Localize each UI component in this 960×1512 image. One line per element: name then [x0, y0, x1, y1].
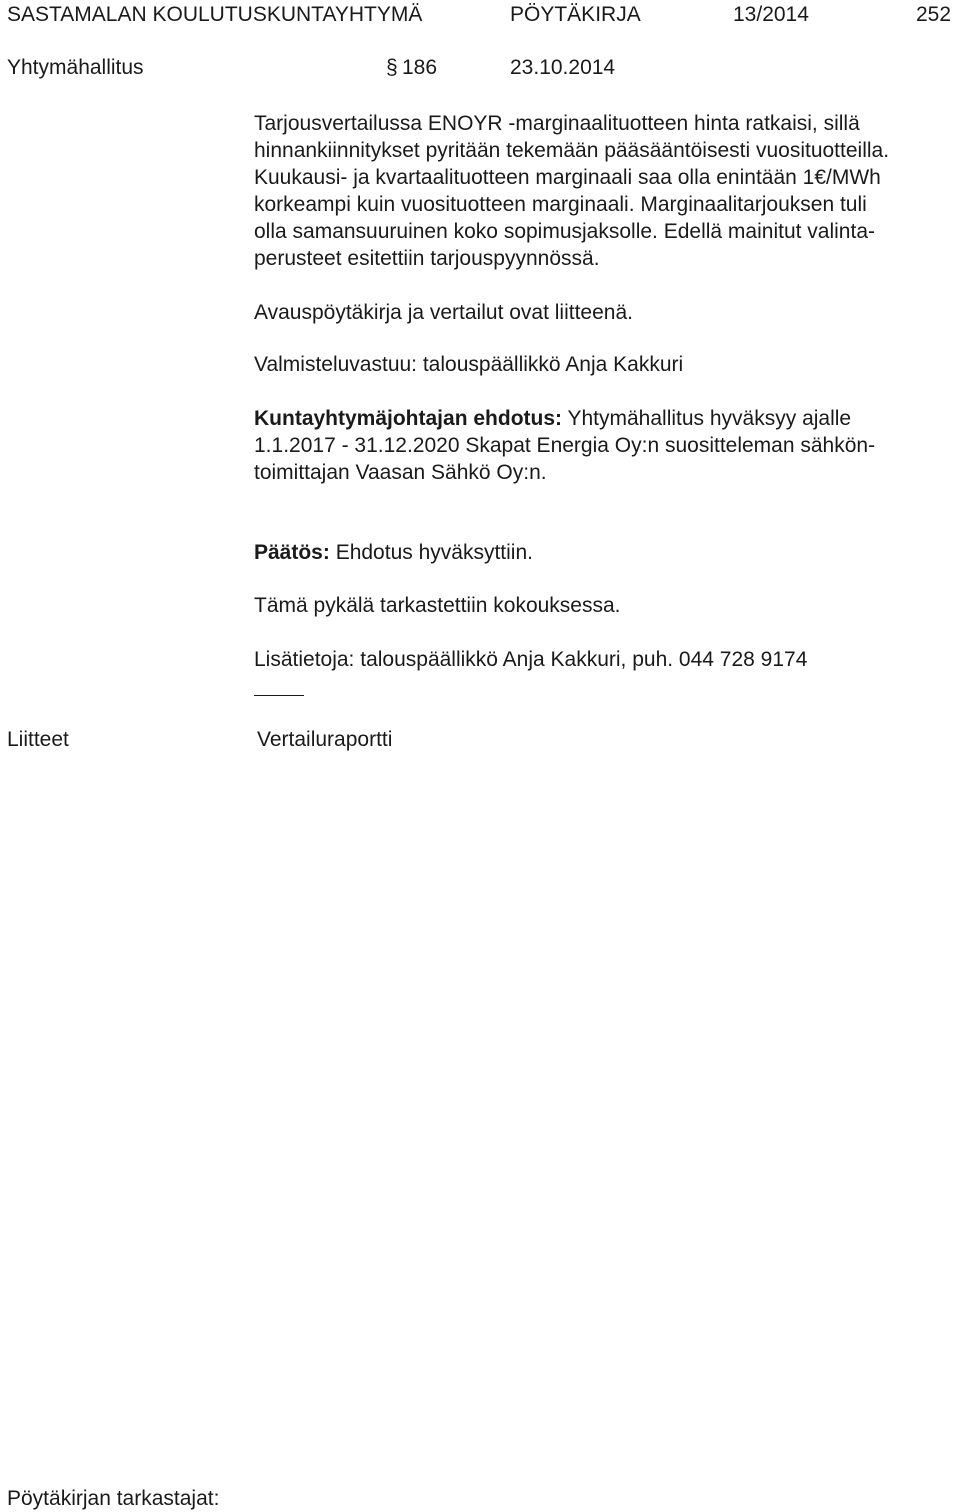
- proposal-text: Yhtymähallitus hyväksyy ajalle: [562, 407, 852, 430]
- paragraph-line: korkeampi kuin vuosituotteen marginaali. Marginaalitarjouksen tuli: [254, 193, 867, 216]
- paragraph-checked: [254, 592, 944, 619]
- decision-label: Päätös:: [254, 541, 330, 564]
- paragraph-attachments-note: [254, 299, 944, 326]
- section-number: 186: [402, 56, 438, 79]
- reviewers-label: Pöytäkirjan tarkastajat:: [7, 1487, 220, 1510]
- governing-body: Yhtymähallitus: [7, 56, 144, 79]
- section-symbol: §: [386, 56, 398, 79]
- organization-name: SASTAMALAN KOULUTUSKUNTAYHTYMÄ: [7, 3, 423, 26]
- proposal-line: [254, 405, 944, 432]
- proposal-line: toimittajan Vaasan Sähkö Oy:n.: [254, 461, 547, 484]
- paragraph-line: Tämä pykälä tarkastettiin kokouksessa.: [254, 594, 621, 617]
- decision-text: Ehdotus hyväksyttiin.: [329, 541, 533, 564]
- proposal-line: 1.1.2017 - 31.12.2020 Skapat Energia Oy:n suositteleman sähkön-: [254, 434, 876, 457]
- document-type: PÖYTÄKIRJA: [510, 3, 641, 26]
- paragraph-line: Valmisteluvastuu: talouspäällikkö Anja Kakkuri: [254, 353, 684, 376]
- separator-rule: [254, 695, 304, 696]
- paragraph-line: Avauspöytäkirja ja vertailut ovat liitteenä.: [254, 301, 633, 324]
- paragraph-preparation: [254, 351, 944, 378]
- paragraph-line: Lisätietoja: talouspäällikkö Anja Kakkuri, puh. 044 728 9174: [254, 648, 808, 671]
- paragraph-line: Kuukausi- ja kvartaalituotteen marginaali saa olla enintään 1€/MWh: [254, 166, 881, 189]
- paragraph-line: perusteet esitettiin tarjouspyynnössä.: [254, 247, 600, 270]
- page-number: 252: [916, 3, 952, 26]
- paragraph-tender-comparison: [254, 110, 944, 272]
- proposal-label: Kuntayhtymäjohtajan ehdotus:: [254, 407, 563, 430]
- paragraph-line: olla samansuuruinen koko sopimusjaksolle. Edellä mainitut valinta-: [254, 220, 875, 243]
- paragraph-decision: [254, 539, 944, 566]
- meeting-date: 23.10.2014: [510, 56, 616, 79]
- paragraph-line: Tarjousvertailussa ENOYR -marginaalituotteen hinta ratkaisi, sillä: [254, 112, 860, 135]
- paragraph-line: hinnankiinnitykset pyritään tekemään pääsääntöisesti vuosituotteilla.: [254, 139, 890, 162]
- paragraph-contact-info: [254, 646, 944, 673]
- attachment-item: Vertailuraportti: [257, 728, 393, 751]
- attachments-label: Liitteet: [7, 728, 69, 751]
- document-number: 13/2014: [733, 3, 809, 26]
- paragraph-proposal: [254, 405, 944, 486]
- decision-line: [254, 539, 944, 566]
